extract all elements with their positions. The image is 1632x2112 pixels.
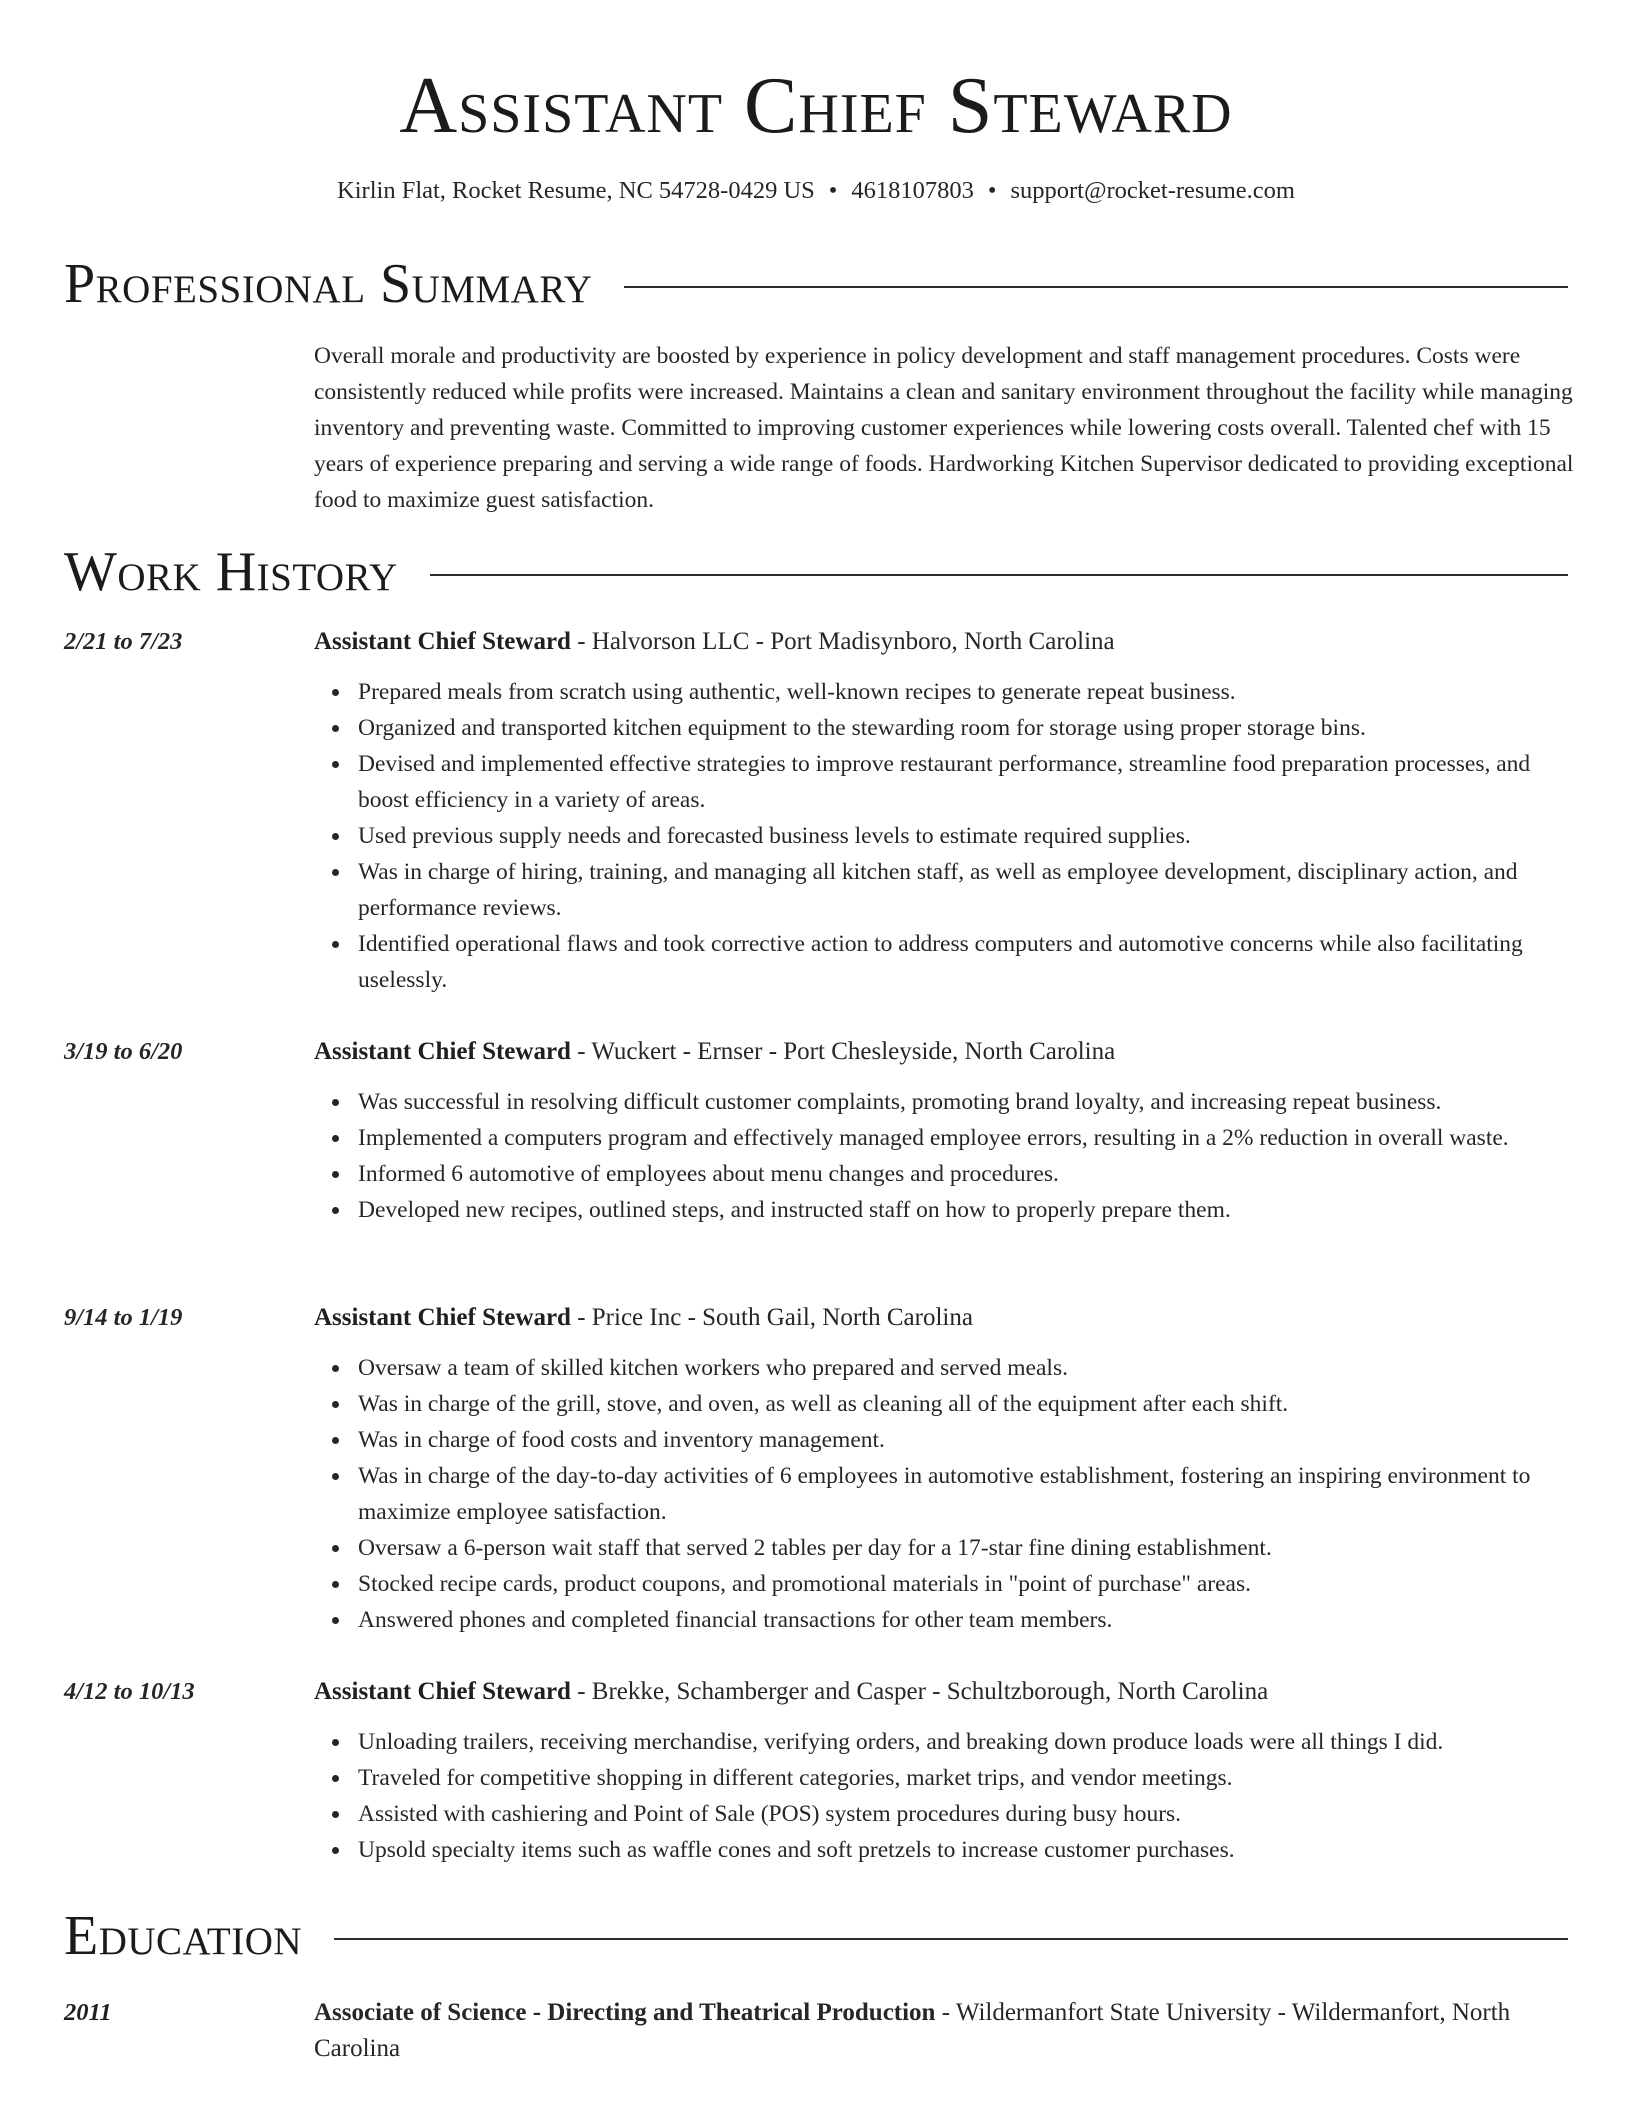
list-item: Traveled for competitive shopping in different categories, market trips, and vendor meetings.: [358, 1760, 1574, 1796]
list-item: Prepared meals from scratch using authentic, well-known recipes to generate repeat business.: [358, 674, 1574, 710]
list-item: Organized and transported kitchen equipment to the stewarding room for storage using proper storage bins.: [358, 710, 1574, 746]
job-bullets: [314, 1724, 1574, 1868]
job-bullets: [314, 1084, 1574, 1228]
job-dates: 9/14 to 1/19: [64, 1304, 183, 1331]
education-section-header: [64, 1904, 1568, 1968]
list-item: Was successful in resolving difficult customer complaints, promoting brand loyalty, and increasing repeat business.: [358, 1084, 1574, 1120]
list-item: Devised and implemented effective strategies to improve restaurant performance, streamline food preparation processes, and boost efficiency in a variety of areas.: [358, 746, 1574, 818]
contact-phone: 4618107803: [851, 177, 974, 204]
list-item: Implemented a computers program and effectively managed employee errors, resulting in a 2% reduction in overall waste.: [358, 1120, 1574, 1156]
education-detail: [314, 1995, 1574, 2067]
job-dates: 4/12 to 10/13: [64, 1678, 195, 1705]
work-history-section-header: [64, 540, 1568, 604]
job-title: Assistant Chief Steward: [314, 1304, 571, 1331]
list-item: Was in charge of hiring, training, and managing all kitchen staff, as well as employee development, disciplinary action, and performance reviews.: [358, 854, 1574, 926]
job-bullets: [314, 1350, 1574, 1638]
section-divider: [430, 574, 1568, 576]
job-heading: [314, 1034, 1574, 1070]
job-bullets: [314, 674, 1574, 998]
list-item: Oversaw a team of skilled kitchen workers who prepared and served meals.: [358, 1350, 1574, 1386]
job-heading: [314, 1300, 1574, 1336]
list-item: Identified operational flaws and took corrective action to address computers and automotive concerns while also facilitating uselessly.: [358, 926, 1574, 998]
contact-separator: •: [987, 177, 997, 204]
list-item: Was in charge of the grill, stove, and oven, as well as cleaning all of the equipment after each shift.: [358, 1386, 1574, 1422]
job-title: Assistant Chief Steward: [314, 1678, 571, 1705]
section-title: Professional Summary: [64, 253, 593, 315]
list-item: Answered phones and completed financial transactions for other team members.: [358, 1602, 1574, 1638]
job-heading: [314, 624, 1574, 660]
list-item: Oversaw a 6-person wait staff that served 2 tables per day for a 17-star fine dining establishment.: [358, 1530, 1574, 1566]
contact-line: [0, 176, 1632, 206]
list-item: Unloading trailers, receiving merchandise, verifying orders, and breaking down produce loads were all things I did.: [358, 1724, 1574, 1760]
list-item: Developed new recipes, outlined steps, and instructed staff on how to properly prepare them.: [358, 1192, 1574, 1228]
job-dates: 2/21 to 7/23: [64, 628, 183, 655]
contact-email: support@rocket-resume.com: [1010, 177, 1295, 204]
section-divider: [624, 286, 1568, 288]
list-item: Used previous supply needs and forecasted business levels to estimate required supplies.: [358, 818, 1574, 854]
contact-address: Kirlin Flat, Rocket Resume, NC 54728-0429 US: [337, 177, 815, 204]
list-item: Assisted with cashiering and Point of Sale (POS) system procedures during busy hours.: [358, 1796, 1574, 1832]
job-company: - Price Inc - South Gail, North Carolina: [570, 1304, 973, 1331]
list-item: Was in charge of the day-to-day activities of 6 employees in automotive establishment, fostering an inspiring environment to maximize employee satisfaction.: [358, 1458, 1574, 1530]
education-school: - Wildermanfort State University - Wildermanfort, North Carolina: [314, 1999, 1511, 2062]
education-degree: Associate of Science - Directing and Theatrical Production: [314, 1999, 936, 2026]
resume-name: Assistant Chief Steward: [399, 62, 1233, 150]
job-title: Assistant Chief Steward: [314, 1038, 571, 1065]
job-heading: [314, 1674, 1574, 1710]
job-dates: 3/19 to 6/20: [64, 1038, 183, 1065]
job-company: - Brekke, Schamberger and Casper - Schultzborough, North Carolina: [570, 1678, 1269, 1705]
contact-separator: •: [828, 177, 838, 204]
list-item: Informed 6 automotive of employees about menu changes and procedures.: [358, 1156, 1574, 1192]
job-title: Assistant Chief Steward: [314, 628, 571, 655]
job-company: - Halvorson LLC - Port Madisynboro, North Carolina: [570, 628, 1115, 655]
education-year: 2011: [64, 1999, 112, 2026]
section-title: Work History: [64, 541, 398, 603]
list-item: Upsold specialty items such as waffle cones and soft pretzels to increase customer purchases.: [358, 1832, 1574, 1868]
summary-text: Overall morale and productivity are boosted by experience in policy development and staff management procedures. Costs were consistently reduced while profits were increased. Maintains a clean and sanitary environment throughout the facility while managing inventory and preventing waste. Committed to improving customer experiences while lowering costs overall. Talented chef with 15 years of experience preparing and serving a wide range of foods. Hardworking Kitchen Supervisor dedicated to providing exceptional food to maximize guest satisfaction.: [314, 343, 1574, 513]
list-item: Was in charge of food costs and inventory management.: [358, 1422, 1574, 1458]
job-company: - Wuckert - Ernser - Port Chesleyside, North Carolina: [570, 1038, 1116, 1065]
summary-section-header: [64, 252, 1568, 316]
section-divider: [334, 1938, 1568, 1940]
section-title: Education: [64, 1905, 303, 1967]
list-item: Stocked recipe cards, product coupons, and promotional materials in "point of purchase" areas.: [358, 1566, 1574, 1602]
